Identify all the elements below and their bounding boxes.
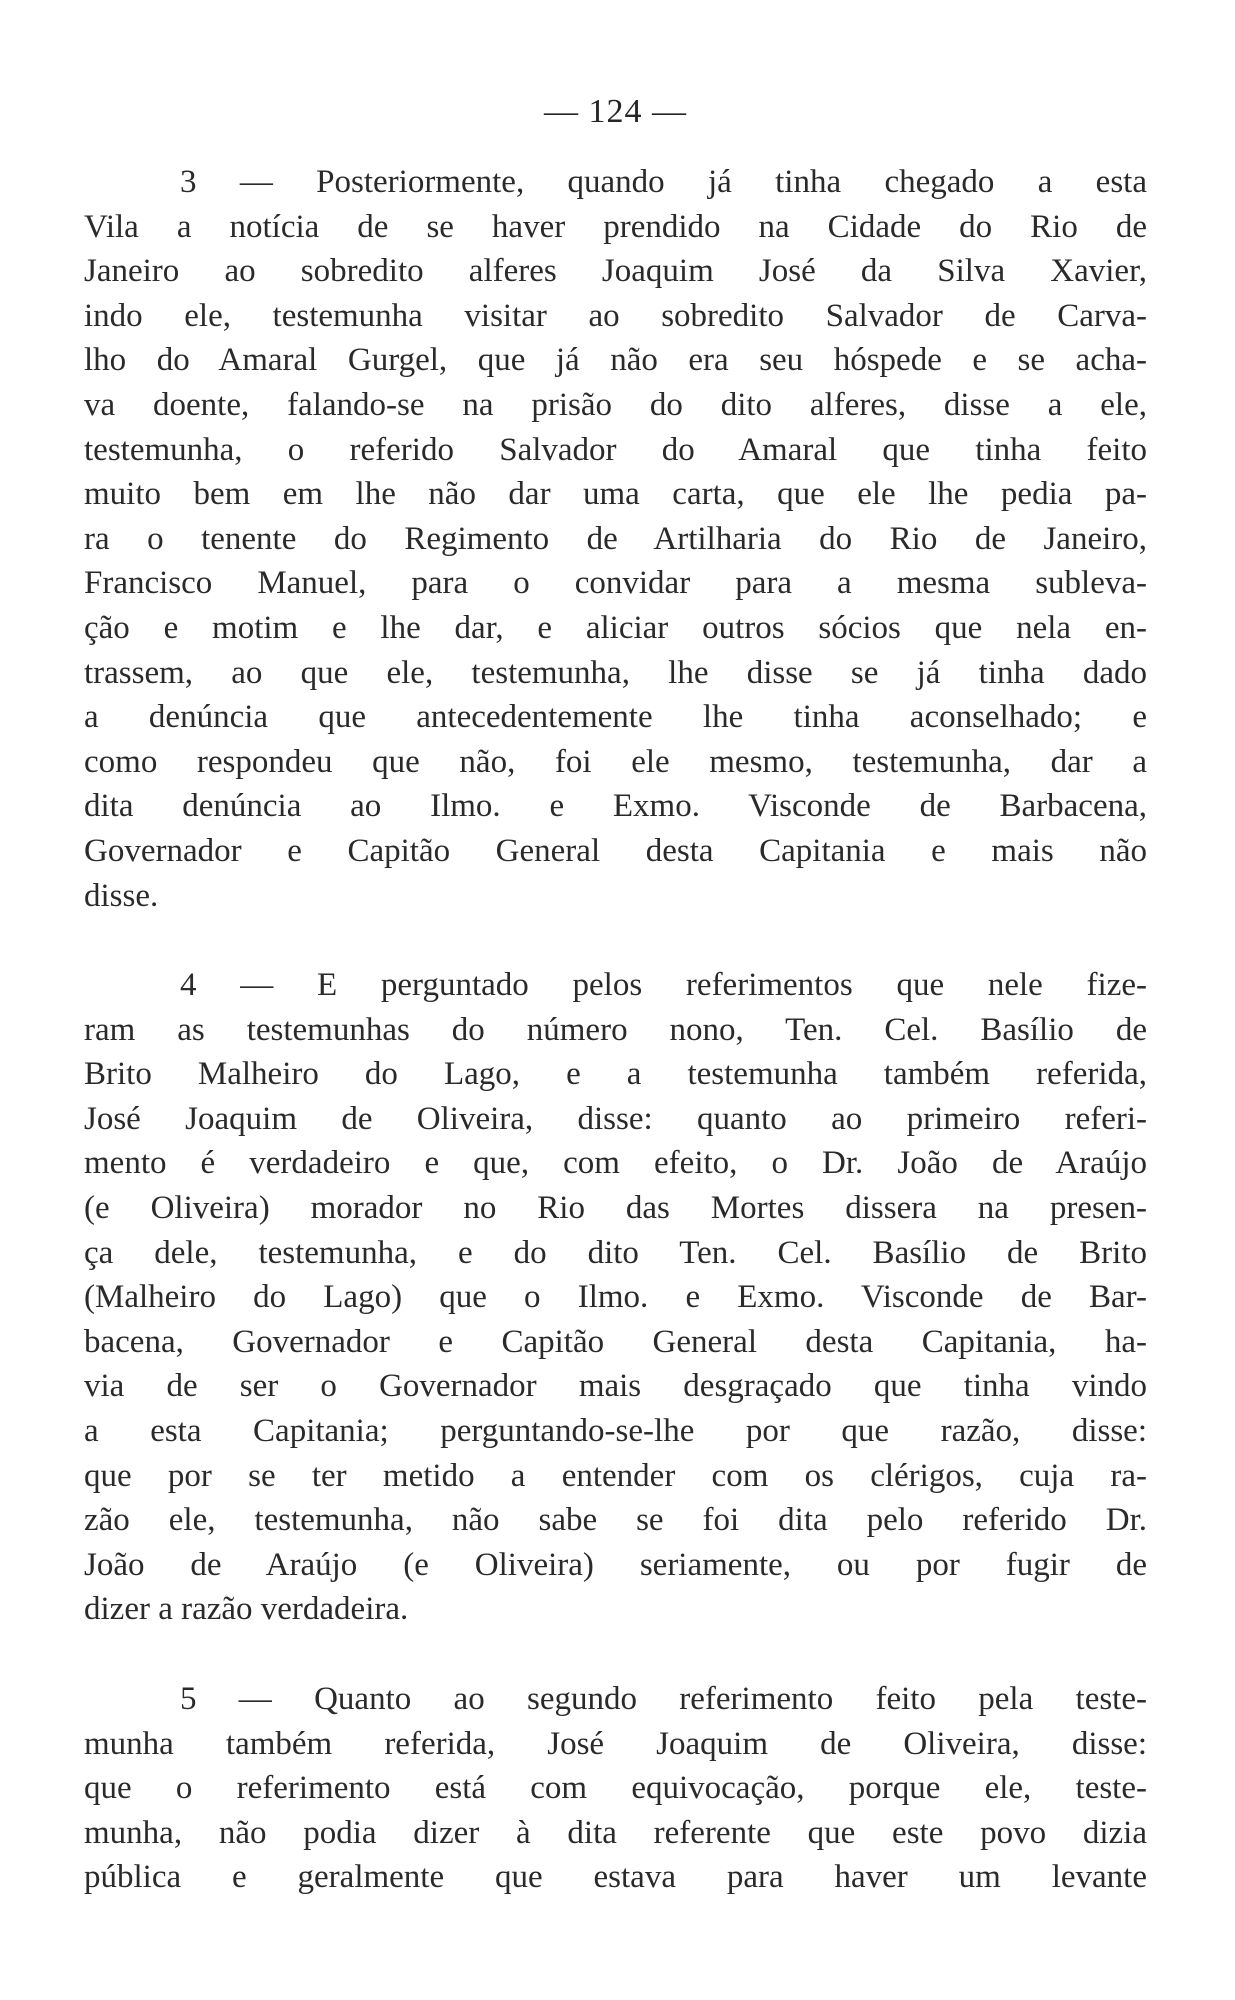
text-line: Janeiro ao sobredito alferes Joaquim José da Silva Xavier, [84, 253, 1147, 290]
text-line: disse. [84, 877, 159, 914]
text-line: ça dele, testemunha, e do dito Ten. Cel. Basílio de Brito [84, 1234, 1147, 1271]
text-line: testemunha, o referido Salvador do Amaral que tinha feito [84, 431, 1147, 468]
text-line: (Malheiro do Lago) que o Ilmo. e Exmo. Visconde de Bar- [84, 1279, 1147, 1316]
paragraph-3 [84, 160, 1147, 918]
text-line: que o referimento está com equivocação, porque ele, teste- [84, 1770, 1147, 1807]
text-line: ram as testemunhas do número nono, Ten. Cel. Basílio de [84, 1011, 1147, 1048]
text-line: zão ele, testemunha, não sabe se foi dita pelo referido Dr. [84, 1502, 1147, 1539]
text-line: via de ser o Governador mais desgraçado que tinha vindo [84, 1368, 1147, 1405]
text-line: (e Oliveira) morador no Rio das Mortes dissera na presen- [84, 1190, 1147, 1227]
page-number: — 124 — [544, 93, 687, 130]
text-line: Vila a notícia de se haver prendido na Cidade do Rio de [84, 208, 1147, 245]
body-text [84, 160, 1147, 1900]
text-line: Brito Malheiro do Lago, e a testemunha também referida, [84, 1056, 1147, 1093]
text-line: indo ele, testemunha visitar ao sobredito Salvador de Carva- [84, 297, 1147, 334]
text-line: dita denúncia ao Ilmo. e Exmo. Visconde de Barbacena, [84, 788, 1147, 825]
paragraph-4 [84, 963, 1147, 1632]
text-line: que por se ter metido a entender com os clérigos, cuja ra- [84, 1457, 1147, 1494]
text-line: como respondeu que não, foi ele mesmo, testemunha, dar a [84, 743, 1147, 780]
text-line: a esta Capitania; perguntando-se-lhe por que razão, disse: [84, 1413, 1147, 1450]
text-line: Francisco Manuel, para o convidar para a mesma subleva- [84, 565, 1147, 602]
paragraph-5 [84, 1677, 1147, 1900]
text-line: 5 — Quanto ao segundo referimento feito pela teste- [180, 1681, 1147, 1717]
text-line: munha também referida, José Joaquim de Oliveira, disse: [84, 1725, 1147, 1762]
text-line: muito bem em lhe não dar uma carta, que ele lhe pedia pa- [84, 476, 1147, 513]
text-line: Governador e Capitão General desta Capitania e mais não [84, 832, 1147, 869]
text-line: 4 — E perguntado pelos referimentos que nele fize- [180, 967, 1147, 1004]
text-line: João de Araújo (e Oliveira) seriamente, ou por fugir de [84, 1546, 1147, 1583]
text-line: va doente, falando-se na prisão do dito alferes, disse a ele, [84, 386, 1147, 423]
text-line: a denúncia que antecedentemente lhe tinha aconselhado; e [84, 699, 1147, 736]
text-line: pública e geralmente que estava para haver um levante [84, 1859, 1147, 1896]
text-line: José Joaquim de Oliveira, disse: quanto ao primeiro referi- [84, 1100, 1147, 1137]
text-line: lho do Amaral Gurgel, que já não era seu hóspede e se acha- [84, 342, 1147, 379]
text-line: ção e motim e lhe dar, e aliciar outros sócios que nela en- [84, 609, 1147, 646]
text-line: dizer a razão verdadeira. [84, 1591, 409, 1628]
text-line: 3 — Posteriormente, quando já tinha chegado a esta [180, 164, 1147, 200]
text-line: bacena, Governador e Capitão General desta Capitania, ha- [84, 1323, 1147, 1360]
text-line: mento é verdadeiro e que, com efeito, o Dr. João de Araújo [84, 1145, 1147, 1182]
text-line: munha, não podia dizer à dita referente que este povo dizia [84, 1814, 1147, 1851]
text-line: ra o tenente do Regimento de Artilharia do Rio de Janeiro, [84, 520, 1147, 557]
text-line: trassem, ao que ele, testemunha, lhe disse se já tinha dado [84, 654, 1147, 691]
